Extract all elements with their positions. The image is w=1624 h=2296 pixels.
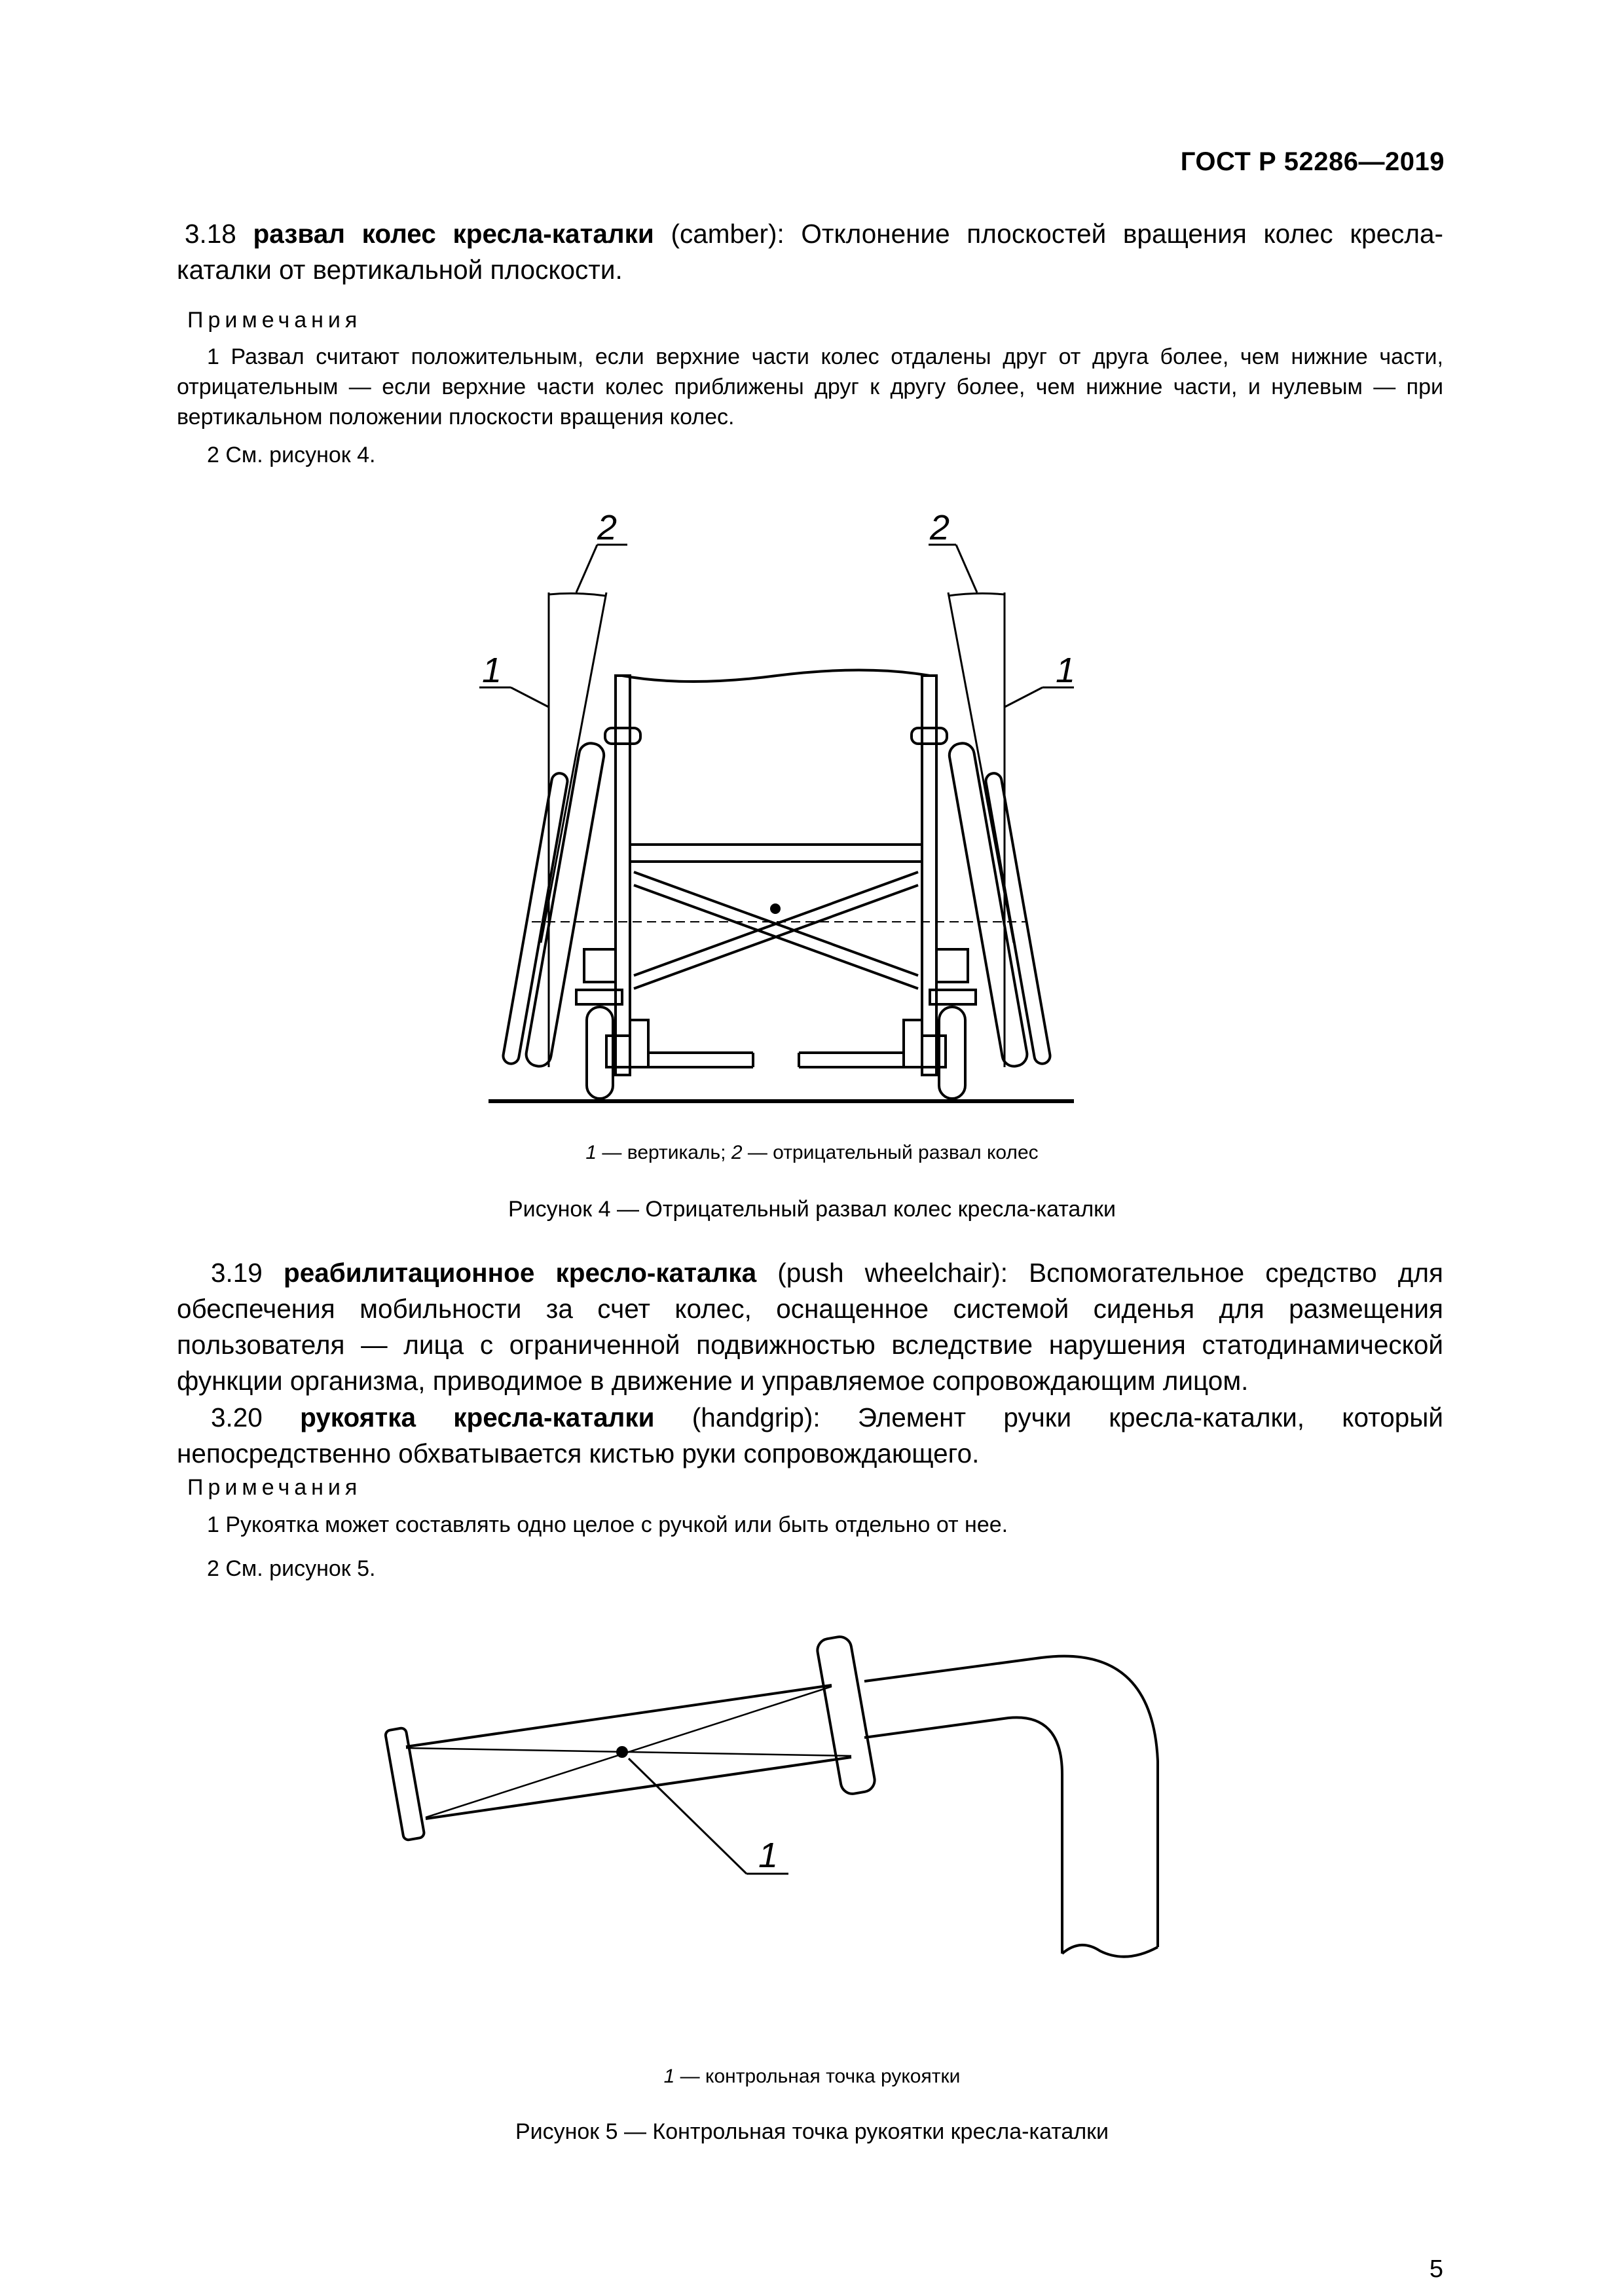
term: рукоятка кресла-каталки — [300, 1402, 655, 1432]
fig4-label-1-right: 1 — [1056, 651, 1076, 690]
page-number: 5 — [1429, 2255, 1443, 2283]
section-number: 3.20 — [211, 1402, 263, 1432]
fig5-label-1: 1 — [758, 1836, 779, 1875]
note-1: 1 Развал считают положительным, если верхние части колес отдалены друг от друга более, чем нижние части, отрицательным — если верхние части колес приближены друг к другу более, чем нижние части, и нулевым — при вертикальном положении плоскости вращения колес. — [177, 344, 1443, 429]
fig4-label-1-left: 1 — [482, 651, 502, 690]
term: развал колес кресла-каталки — [253, 219, 654, 249]
figure-4-wheelchair — [0, 498, 1624, 1152]
figure-5-caption: Рисунок 5 — Контрольная точка рукоятки кресла-каталки — [515, 2119, 1109, 2144]
note-2: 2 См. рисунок 5. — [207, 1556, 376, 1581]
notes-heading: Примечания — [187, 1475, 362, 1500]
figure-4-caption: Рисунок 4 — Отрицательный развал колес кресла-каталки — [507, 1197, 1116, 1222]
fig4-label-2-left: 2 — [597, 508, 618, 547]
fig4-label-2-right: 2 — [930, 508, 950, 547]
definition: : Отклонение плоскостей вращения колес кресла-каталки от вертикальной плоскости. — [177, 219, 1443, 285]
figure-5-legend: 1 — контрольная точка рукоятки — [663, 2066, 961, 2087]
note-2: 2 См. рисунок 4. — [207, 443, 376, 467]
term-english: (push wheelchair) — [777, 1258, 1001, 1288]
section-3-19 — [177, 1255, 1443, 1399]
section-3-18 — [177, 216, 1443, 288]
term: реабилитационное кресло-каталка — [283, 1258, 757, 1288]
term-english: (handgrip) — [692, 1402, 813, 1432]
section-number: 3.19 — [211, 1258, 263, 1288]
figure-4-legend: 1 — вертикаль; 2 — отрицательный развал колес — [585, 1142, 1039, 1163]
definition: : Вспомогательное средство для обеспечения мобильности за счет колес, оснащенное системой сиденья для размещения пользователя — лица с ограниченной подвижностью вследствие нарушения статодинамической функции организма, приводимое в движение и управляемое сопровождающим лицом. — [177, 1258, 1443, 1396]
note-1: 1 Рукоятка может составлять одно целое с ручкой или быть отдельно от нее. — [207, 1512, 1008, 1537]
document-code: ГОСТ Р 52286—2019 — [1180, 147, 1445, 176]
section-number: 3.18 — [185, 219, 236, 249]
section-3-20 — [177, 1400, 1443, 1472]
definition: : Элемент ручки кресла-каталки, который непосредственно обхватывается кистью руки сопровождающего. — [177, 1402, 1443, 1468]
term-english: (camber) — [671, 219, 777, 249]
notes-heading: Примечания — [187, 308, 362, 333]
figure-5-handgrip — [0, 1611, 1624, 2030]
